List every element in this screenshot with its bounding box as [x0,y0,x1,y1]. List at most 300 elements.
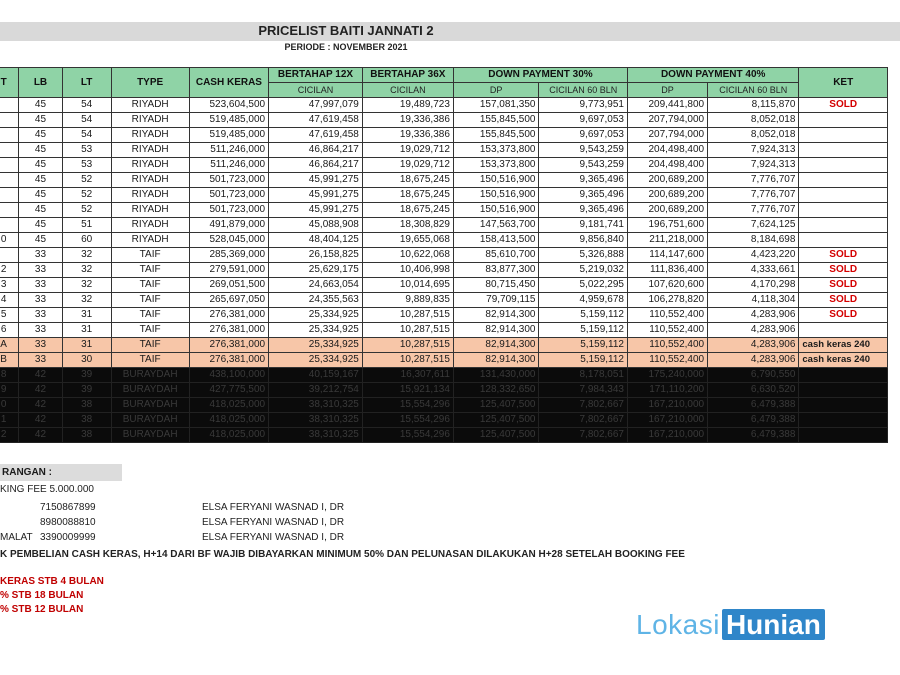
cell-c30: 7,802,667 [539,413,628,428]
cell-cash: 276,381,000 [189,323,268,338]
cell-b36: 19,029,712 [362,143,453,158]
cell-dp40: 107,620,600 [628,278,708,293]
cell-ket [799,158,888,173]
cell-b12: 24,355,563 [269,293,363,308]
cell-c40: 4,333,661 [708,263,799,278]
cell-b36: 10,287,515 [362,353,453,368]
cell-c30: 5,159,112 [539,338,628,353]
cell-dp30: 128,332,650 [453,383,539,398]
watermark-logo [636,609,825,641]
cell-dp30: 82,914,300 [453,323,539,338]
cell-type: RIYADH [111,158,189,173]
cell-b36: 10,014,695 [362,278,453,293]
col-header-lb: LB [19,68,63,98]
cell-b36: 19,336,386 [362,113,453,128]
cell-cash: 418,025,000 [189,413,268,428]
cell-b12: 38,310,325 [269,428,363,443]
cell-type: RIYADH [111,113,189,128]
cell-dp40: 114,147,600 [628,248,708,263]
table-row [0,413,888,428]
col-header-lt: LT [62,68,111,98]
cell-lb: 45 [19,158,63,173]
cell-lb: 42 [19,413,63,428]
bank-account-number: 3390009999 [40,532,96,543]
cell-c40: 6,790,550 [708,368,799,383]
cell-c40: 4,283,906 [708,353,799,368]
cell-type: RIYADH [111,218,189,233]
cell-id [0,98,19,113]
promo-note: % STB 12 BULAN [0,604,84,615]
cell-dp30: 80,715,450 [453,278,539,293]
cell-c40: 6,479,388 [708,398,799,413]
cell-c30: 5,159,112 [539,323,628,338]
cell-dp40: 106,278,820 [628,293,708,308]
cell-c40: 8,184,698 [708,233,799,248]
bank-account-name: ELSA FERYANI WASNAD I, DR [202,532,345,543]
cell-id [0,218,19,233]
cell-dp40: 200,689,200 [628,188,708,203]
cell-b12: 46,864,217 [269,143,363,158]
cell-lt: 32 [62,278,111,293]
cell-ket [799,383,888,398]
cell-lb: 45 [19,113,63,128]
cell-dp30: 79,709,115 [453,293,539,308]
cell-type: RIYADH [111,98,189,113]
cell-lb: 45 [19,143,63,158]
cell-cash: 265,697,050 [189,293,268,308]
cell-c30: 7,802,667 [539,398,628,413]
cell-lt: 60 [62,233,111,248]
cell-id [0,248,19,263]
cell-b12: 25,334,925 [269,308,363,323]
col-header-ket: KET [799,68,888,98]
cell-lb: 45 [19,128,63,143]
cell-id: 0 [0,233,19,248]
cell-lb: 45 [19,173,63,188]
promo-note: KERAS STB 4 BULAN [0,576,104,587]
cell-c40: 7,924,313 [708,158,799,173]
cell-cash: 276,381,000 [189,338,268,353]
cell-type: TAIF [111,353,189,368]
cell-dp40: 200,689,200 [628,173,708,188]
table-row [0,338,888,353]
cell-dp30: 147,563,700 [453,218,539,233]
cell-dp30: 153,373,800 [453,158,539,173]
cell-lt: 39 [62,368,111,383]
cell-id: 4 [0,293,19,308]
cell-b36: 18,675,245 [362,188,453,203]
col-header-type: TYPE [111,68,189,98]
cell-c40: 6,479,388 [708,413,799,428]
cell-dp40: 167,210,000 [628,398,708,413]
table-row [0,428,888,443]
cell-b36: 15,921,134 [362,383,453,398]
cell-b12: 47,997,079 [269,98,363,113]
cell-lt: 30 [62,353,111,368]
cell-type: RIYADH [111,128,189,143]
cell-lb: 42 [19,383,63,398]
cell-dp30: 125,407,500 [453,428,539,443]
cell-b12: 25,334,925 [269,338,363,353]
cell-dp40: 111,836,400 [628,263,708,278]
price-table-body [0,98,888,443]
table-row [0,278,888,293]
table-row [0,383,888,398]
cell-type: TAIF [111,323,189,338]
cell-b12: 45,088,908 [269,218,363,233]
table-row [0,398,888,413]
cell-b36: 18,308,829 [362,218,453,233]
cell-lt: 54 [62,128,111,143]
cell-id: 2 [0,428,19,443]
table-row [0,263,888,278]
cell-lt: 32 [62,248,111,263]
subheader-cicilan: CICILAN [362,83,453,98]
cell-dp30: 131,430,000 [453,368,539,383]
cell-id: 9 [0,383,19,398]
cell-id: 8 [0,368,19,383]
cell-c30: 7,802,667 [539,428,628,443]
cell-b36: 19,489,723 [362,98,453,113]
cell-lt: 52 [62,188,111,203]
cell-c40: 4,283,906 [708,308,799,323]
cell-b36: 16,307,611 [362,368,453,383]
table-row [0,248,888,263]
cell-lt: 54 [62,98,111,113]
cell-ket: SOLD [799,98,888,113]
cell-lb: 42 [19,398,63,413]
cell-ket [799,323,888,338]
cell-cash: 276,381,000 [189,308,268,323]
bank-account-name: ELSA FERYANI WASNAD I, DR [202,502,345,513]
cell-c30: 5,219,032 [539,263,628,278]
cell-cash: 285,369,000 [189,248,268,263]
cell-dp30: 157,081,350 [453,98,539,113]
col-header-bertahap-36: BERTAHAP 36X [362,68,453,83]
cell-lb: 33 [19,338,63,353]
cell-ket: cash keras 240 [799,338,888,353]
table-row [0,173,888,188]
col-header-dp30: DOWN PAYMENT 30% [453,68,627,83]
cell-lt: 38 [62,428,111,443]
cell-dp30: 155,845,500 [453,113,539,128]
cell-b36: 18,675,245 [362,173,453,188]
cell-c30: 9,543,259 [539,158,628,173]
cell-dp40: 211,218,000 [628,233,708,248]
cell-cash: 418,025,000 [189,428,268,443]
cell-b36: 19,029,712 [362,158,453,173]
table-row [0,308,888,323]
cell-type: TAIF [111,293,189,308]
cell-lb: 42 [19,368,63,383]
cell-c40: 4,283,906 [708,323,799,338]
table-row [0,293,888,308]
cell-dp40: 209,441,800 [628,98,708,113]
cell-cash: 491,879,000 [189,218,268,233]
cell-b36: 19,336,386 [362,128,453,143]
cell-id [0,113,19,128]
cell-b12: 45,991,275 [269,203,363,218]
cell-b12: 25,334,925 [269,323,363,338]
cell-b12: 26,158,825 [269,248,363,263]
cell-lb: 33 [19,278,63,293]
cell-dp40: 110,552,400 [628,323,708,338]
cell-ket: cash keras 240 [799,353,888,368]
cell-b12: 24,663,054 [269,278,363,293]
cell-id: B [0,353,19,368]
cell-type: TAIF [111,263,189,278]
cell-cash: 519,485,000 [189,113,268,128]
table-row [0,218,888,233]
table-row [0,113,888,128]
cell-dp30: 83,877,300 [453,263,539,278]
document-period: PERIODE : NOVEMBER 2021 [284,42,408,52]
cell-lt: 53 [62,143,111,158]
cell-b36: 18,675,245 [362,203,453,218]
cell-id [0,188,19,203]
cell-b12: 45,991,275 [269,173,363,188]
cell-type: TAIF [111,338,189,353]
cell-ket [799,173,888,188]
cell-b36: 15,554,296 [362,398,453,413]
cell-b36: 19,655,068 [362,233,453,248]
cell-c40: 4,170,298 [708,278,799,293]
cell-c30: 9,365,496 [539,203,628,218]
cell-dp40: 167,210,000 [628,428,708,443]
cell-c40: 8,115,870 [708,98,799,113]
cell-dp30: 82,914,300 [453,308,539,323]
table-row [0,98,888,113]
cell-id [0,158,19,173]
cell-lb: 45 [19,218,63,233]
cell-dp30: 158,413,500 [453,233,539,248]
cell-b12: 38,310,325 [269,398,363,413]
cell-c40: 4,118,304 [708,293,799,308]
table-row [0,128,888,143]
cell-lt: 38 [62,398,111,413]
cell-dp40: 200,689,200 [628,203,708,218]
cell-b12: 47,619,458 [269,128,363,143]
cell-type: TAIF [111,278,189,293]
cell-cash: 438,100,000 [189,368,268,383]
cell-lb: 45 [19,233,63,248]
cell-type: TAIF [111,248,189,263]
cell-ket [799,113,888,128]
cell-dp30: 82,914,300 [453,338,539,353]
cell-c30: 5,159,112 [539,353,628,368]
col-header-bertahap-12: BERTAHAP 12X [269,68,363,83]
cell-cash: 418,025,000 [189,398,268,413]
cell-ket [799,128,888,143]
cell-cash: 519,485,000 [189,128,268,143]
cell-lb: 33 [19,263,63,278]
table-row [0,233,888,248]
cell-lb: 33 [19,248,63,263]
cell-id [0,173,19,188]
cell-b36: 10,287,515 [362,323,453,338]
cell-cash: 276,381,000 [189,353,268,368]
cell-c40: 8,052,018 [708,113,799,128]
cell-ket [799,143,888,158]
payment-policy-note: K PEMBELIAN CASH KERAS, H+14 DARI BF WAJIB DIBAYARKAN MINIMUM 50% DAN PELUNASAN DILAKUKAN H+28 SETELAH BOOKING FEE [0,549,685,560]
cell-lb: 33 [19,323,63,338]
cell-cash: 427,775,500 [189,383,268,398]
cell-type: RIYADH [111,188,189,203]
table-row [0,323,888,338]
cell-ket: SOLD [799,263,888,278]
cell-b36: 10,406,998 [362,263,453,278]
cell-c40: 6,479,388 [708,428,799,443]
cell-c30: 9,365,496 [539,188,628,203]
subheader-dp: DP [628,83,708,98]
cell-cash: 501,723,000 [189,203,268,218]
cell-c30: 7,984,343 [539,383,628,398]
cell-c40: 7,776,707 [708,203,799,218]
subheader-cicilan: CICILAN [269,83,363,98]
cell-cash: 501,723,000 [189,173,268,188]
cell-id: A [0,338,19,353]
cell-id: 6 [0,323,19,338]
subheader-cicilan-60: CICILAN 60 BLN [708,83,799,98]
cell-type: TAIF [111,308,189,323]
cell-lb: 33 [19,353,63,368]
col-header-cash: CASH KERAS [189,68,268,98]
col-header-t: T [0,68,19,98]
cell-dp40: 171,110,200 [628,383,708,398]
cell-lt: 32 [62,293,111,308]
cell-dp40: 204,498,400 [628,143,708,158]
cell-c30: 5,159,112 [539,308,628,323]
cell-id: 5 [0,308,19,323]
cell-type: BURAYDAH [111,413,189,428]
cell-ket [799,368,888,383]
cell-b12: 25,334,925 [269,353,363,368]
cell-dp40: 207,794,000 [628,128,708,143]
cell-ket [799,218,888,233]
cell-lb: 33 [19,308,63,323]
cell-type: BURAYDAH [111,398,189,413]
cell-dp40: 175,240,000 [628,368,708,383]
cell-c40: 4,423,220 [708,248,799,263]
cell-lt: 52 [62,173,111,188]
cell-ket: SOLD [799,308,888,323]
promo-note: % STB 18 BULAN [0,590,84,601]
cell-c30: 9,697,053 [539,128,628,143]
cell-dp30: 153,373,800 [453,143,539,158]
cell-cash: 511,246,000 [189,158,268,173]
cell-cash: 523,604,500 [189,98,268,113]
cell-cash: 511,246,000 [189,143,268,158]
cell-c40: 7,776,707 [708,188,799,203]
table-row [0,203,888,218]
cell-cash: 279,591,000 [189,263,268,278]
price-table [0,67,888,443]
cell-dp30: 150,516,900 [453,203,539,218]
cell-dp30: 85,610,700 [453,248,539,263]
subheader-cicilan-60: CICILAN 60 BLN [539,83,628,98]
cell-ket: SOLD [799,278,888,293]
document-title: PRICELIST BAITI JANNATI 2 [258,23,434,38]
cell-lt: 39 [62,383,111,398]
cell-id [0,128,19,143]
subheader-dp: DP [453,83,539,98]
cell-lt: 38 [62,413,111,428]
cell-dp40: 207,794,000 [628,113,708,128]
cell-cash: 528,045,000 [189,233,268,248]
cell-lb: 42 [19,428,63,443]
cell-type: BURAYDAH [111,383,189,398]
cell-c40: 7,624,125 [708,218,799,233]
cell-b12: 25,629,175 [269,263,363,278]
notes-heading: RANGAN : [0,464,122,481]
table-row [0,143,888,158]
cell-lt: 31 [62,308,111,323]
cell-c30: 9,181,741 [539,218,628,233]
cell-cash: 501,723,000 [189,188,268,203]
cell-ket [799,188,888,203]
cell-b36: 15,554,296 [362,413,453,428]
cell-dp30: 125,407,500 [453,413,539,428]
cell-dp30: 150,516,900 [453,173,539,188]
cell-dp30: 82,914,300 [453,353,539,368]
cell-b12: 39,212,754 [269,383,363,398]
cell-c40: 8,052,018 [708,128,799,143]
cell-id: 3 [0,278,19,293]
cell-lt: 31 [62,323,111,338]
cell-type: RIYADH [111,233,189,248]
cell-c40: 6,630,520 [708,383,799,398]
watermark-part-lokasi: Lokasi [636,609,720,640]
cell-ket: SOLD [799,248,888,263]
table-row [0,353,888,368]
cell-c40: 7,776,707 [708,173,799,188]
cell-dp40: 167,210,000 [628,413,708,428]
cell-c40: 7,924,313 [708,143,799,158]
cell-b36: 15,554,296 [362,428,453,443]
bank-account-name: ELSA FERYANI WASNAD I, DR [202,517,345,528]
cell-ket [799,233,888,248]
cell-lt: 32 [62,263,111,278]
bank-label: MALAT [0,532,33,543]
cell-type: BURAYDAH [111,368,189,383]
cell-b36: 9,889,835 [362,293,453,308]
cell-type: BURAYDAH [111,428,189,443]
cell-lt: 31 [62,338,111,353]
cell-ket [799,398,888,413]
cell-b12: 46,864,217 [269,158,363,173]
cell-type: RIYADH [111,203,189,218]
cell-c30: 8,178,051 [539,368,628,383]
cell-id: 2 [0,263,19,278]
cell-b12: 40,159,167 [269,368,363,383]
cell-b12: 48,404,125 [269,233,363,248]
cell-dp30: 155,845,500 [453,128,539,143]
cell-id: 0 [0,398,19,413]
cell-ket [799,428,888,443]
cell-dp30: 125,407,500 [453,398,539,413]
cell-lb: 45 [19,203,63,218]
cell-b12: 38,310,325 [269,413,363,428]
table-row [0,158,888,173]
cell-c30: 9,856,840 [539,233,628,248]
cell-b12: 47,619,458 [269,113,363,128]
cell-ket: SOLD [799,293,888,308]
cell-type: RIYADH [111,173,189,188]
cell-id [0,203,19,218]
cell-lt: 53 [62,158,111,173]
bank-account-number: 7150867899 [40,502,96,513]
cell-ket [799,413,888,428]
